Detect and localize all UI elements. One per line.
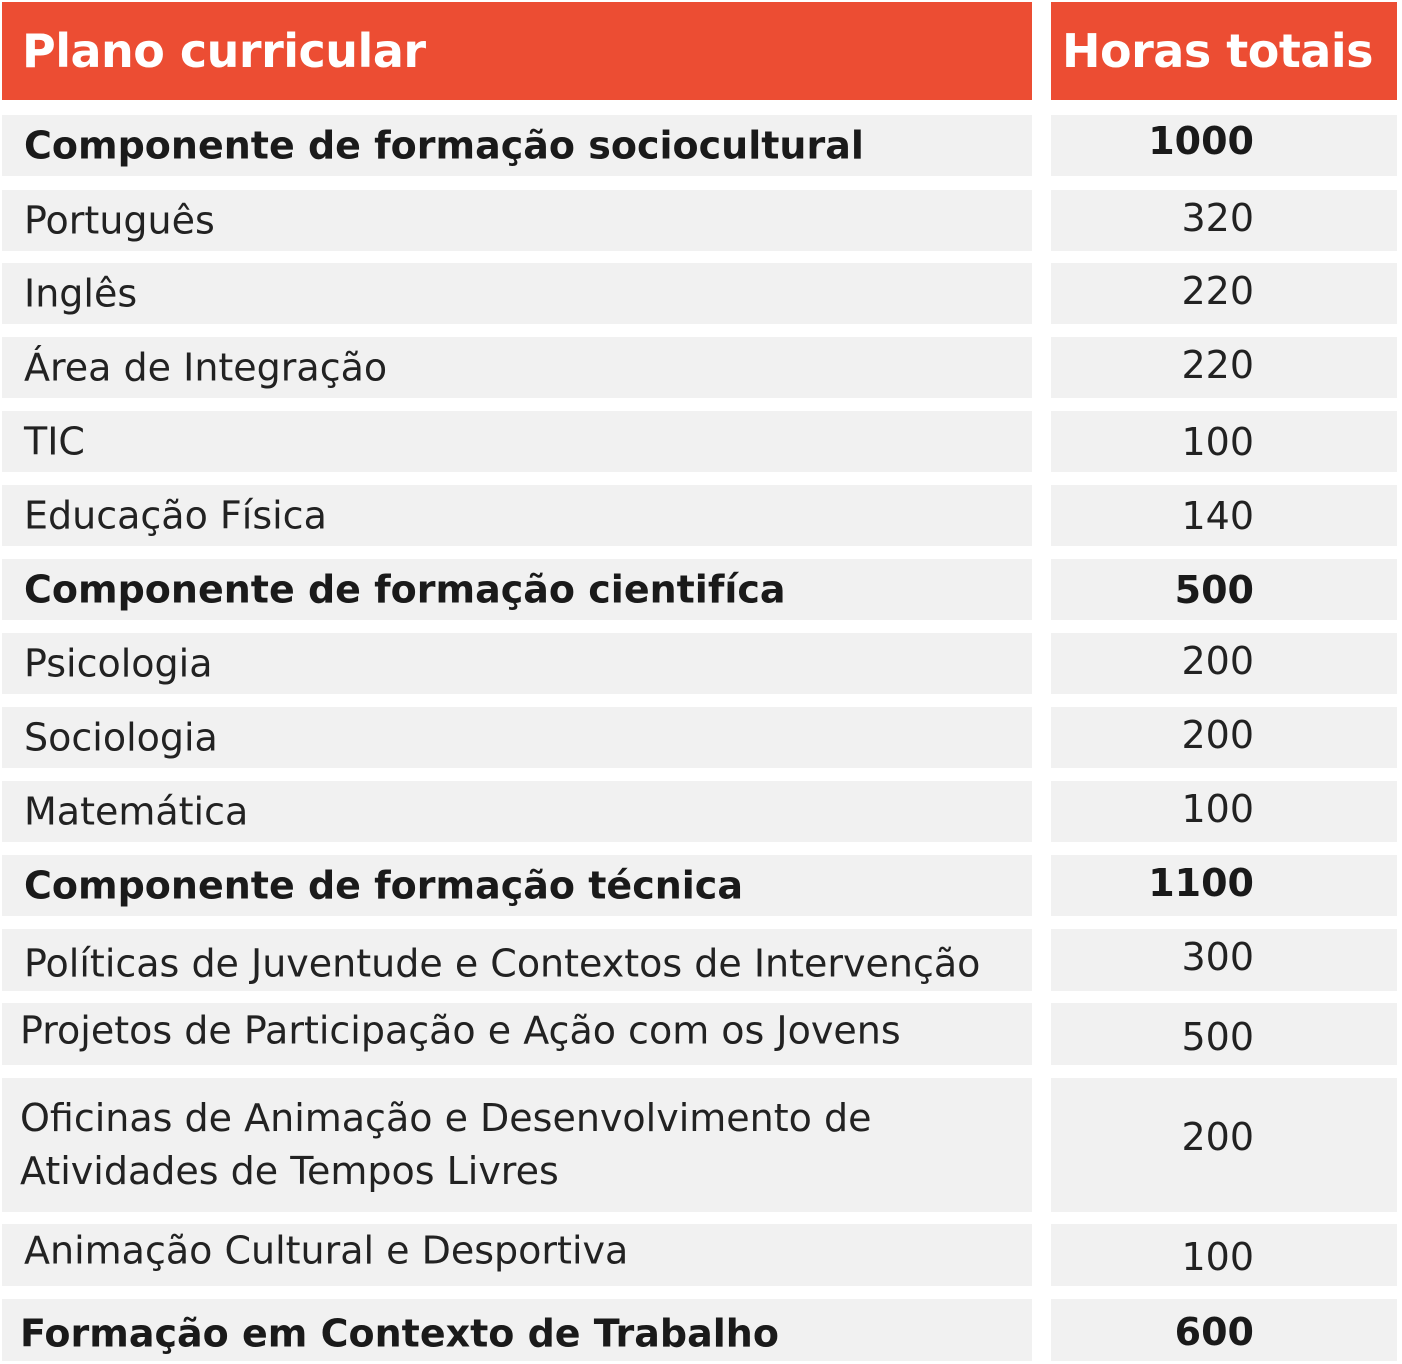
header-plan-label: Plano curricular — [22, 24, 426, 78]
hours-cell — [1051, 855, 1397, 916]
row-label: Políticas de Juventude e Contextos de Intervenção — [24, 941, 981, 986]
label-cell — [2, 411, 1032, 472]
row-label: Animação Cultural e Desportiva — [24, 1228, 629, 1273]
row-hours: 220 — [1181, 268, 1254, 313]
hours-cell — [1051, 1003, 1397, 1065]
row-label: Educação Física — [24, 493, 327, 537]
row-label: Português — [24, 198, 215, 242]
label-cell — [2, 1003, 1032, 1065]
row-hours: 300 — [1181, 935, 1254, 979]
hours-cell — [1051, 1224, 1397, 1286]
table-row — [2, 1003, 1397, 1065]
row-label: Sociologia — [24, 715, 218, 759]
row-label: Área de Integração — [24, 345, 388, 389]
row-label: Componente de formação sociocultural — [24, 123, 864, 167]
table-row-section — [2, 115, 1397, 176]
label-cell — [2, 115, 1032, 176]
hours-cell — [1051, 559, 1397, 620]
hours-cell — [1051, 485, 1397, 546]
label-cell — [2, 190, 1032, 251]
row-label: Componente de formação técnica — [24, 863, 743, 907]
table-row-section — [2, 1299, 1397, 1361]
row-hours: 600 — [1174, 1310, 1254, 1354]
row-hours: 1100 — [1148, 860, 1254, 905]
table-row — [2, 707, 1397, 768]
header-cell-hours — [1051, 2, 1397, 100]
row-label: TIC — [24, 419, 85, 463]
label-cell — [2, 929, 1032, 991]
label-cell — [2, 855, 1032, 916]
label-cell — [2, 1299, 1032, 1361]
table-row — [2, 337, 1397, 398]
hours-cell — [1051, 337, 1397, 398]
label-cell — [2, 781, 1032, 842]
header-cell-plan — [2, 2, 1032, 100]
label-cell — [2, 1078, 1032, 1212]
row-label: Projetos de Participação e Ação com os Jovens — [20, 1008, 901, 1053]
table-row — [2, 781, 1397, 842]
table-row-section — [2, 855, 1397, 916]
hours-cell — [1051, 411, 1397, 472]
row-label: Componente de formação cientifíca — [24, 567, 786, 611]
row-hours: 200 — [1181, 712, 1254, 757]
row-hours: 100 — [1181, 1235, 1254, 1279]
row-label: Oficinas de Animação e Desenvolvimento de Atividades de Tempos Livres — [20, 1096, 872, 1193]
hours-cell — [1051, 190, 1397, 251]
label-cell — [2, 559, 1032, 620]
row-hours: 500 — [1174, 567, 1254, 612]
label-cell — [2, 263, 1032, 324]
row-label: Psicologia — [24, 641, 213, 685]
header-hours-label: Horas totais — [1062, 24, 1373, 78]
label-cell — [2, 337, 1032, 398]
row-label: Inglês — [24, 271, 138, 315]
label-cell — [2, 485, 1032, 546]
row-hours: 140 — [1181, 493, 1254, 538]
hours-cell — [1051, 115, 1397, 176]
table-row — [2, 411, 1397, 472]
hours-cell — [1051, 781, 1397, 842]
row-hours: 1000 — [1148, 118, 1254, 163]
row-hours: 200 — [1181, 1115, 1254, 1159]
hours-cell — [1051, 633, 1397, 694]
label-cell — [2, 1224, 1032, 1286]
table-row — [2, 485, 1397, 546]
hours-cell — [1051, 263, 1397, 324]
table-header — [2, 2, 1397, 100]
row-hours: 500 — [1181, 1015, 1254, 1059]
row-hours: 100 — [1181, 419, 1254, 464]
row-hours: 220 — [1181, 342, 1254, 387]
table-row — [2, 190, 1397, 251]
table-row — [2, 263, 1397, 324]
hours-cell — [1051, 707, 1397, 768]
table-row — [2, 1078, 1397, 1212]
table-row — [2, 1224, 1397, 1286]
table-row — [2, 929, 1397, 991]
row-hours: 200 — [1181, 638, 1254, 683]
row-label: Formação em Contexto de Trabalho — [20, 1311, 779, 1356]
hours-cell — [1051, 929, 1397, 991]
table-row-section — [2, 559, 1397, 620]
label-cell — [2, 633, 1032, 694]
table-row — [2, 633, 1397, 694]
row-hours: 100 — [1181, 786, 1254, 831]
row-hours: 320 — [1181, 195, 1254, 240]
hours-cell — [1051, 1299, 1397, 1361]
label-cell — [2, 707, 1032, 768]
row-label: Matemática — [24, 789, 249, 833]
hours-cell — [1051, 1078, 1397, 1212]
